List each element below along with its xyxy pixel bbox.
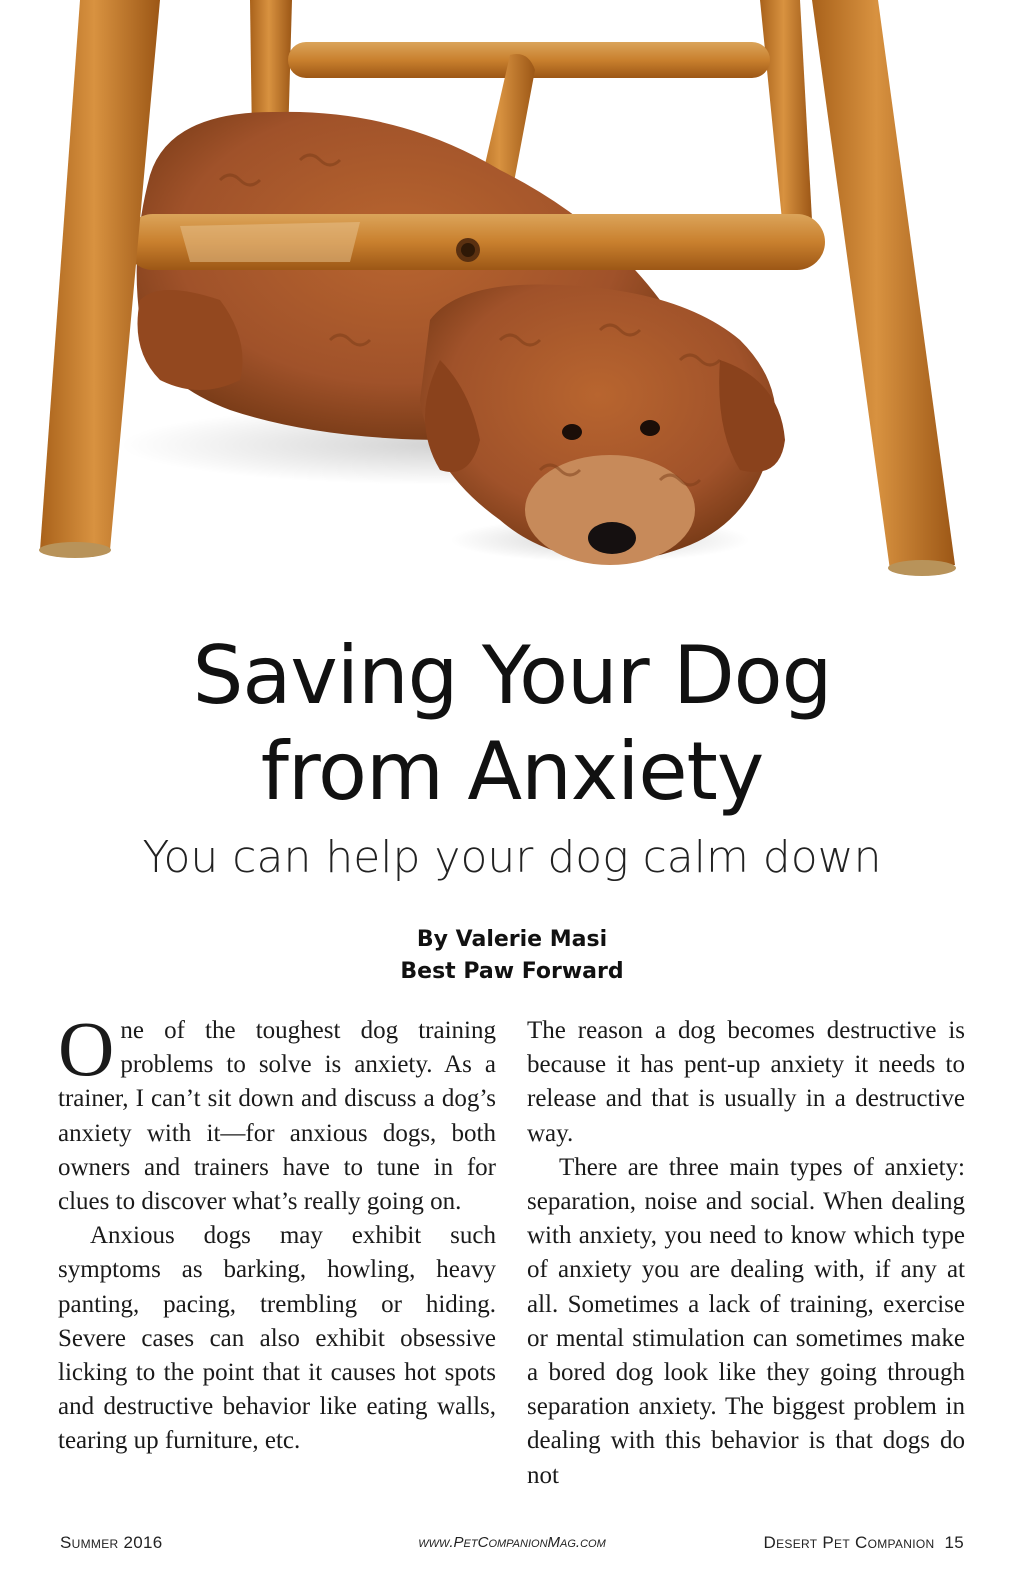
chair-front-rung [125, 214, 825, 270]
footer-issue: Summer 2016 [60, 1533, 163, 1552]
page-number: 15 [944, 1533, 964, 1552]
right-paragraph-1: The reason a dog becomes destructive is because it has pent-up anxiety it needs to release and that is usually in a destructive way. [527, 1017, 965, 1147]
byline [0, 924, 1024, 988]
byline-organization: Best Paw Forward [400, 959, 624, 984]
article-title-line-2: from Anxiety [260, 725, 764, 818]
right-column [527, 1014, 965, 1493]
dog [137, 112, 785, 565]
drop-cap: O [58, 1005, 115, 1092]
article-subtitle: You can help your dog calm down [142, 832, 882, 883]
footer-magazine [764, 1532, 964, 1554]
left-column [58, 1005, 496, 1459]
left-paragraph-1-text: ne of the toughest dog training problems to solve is anxiety. As a trainer, I can’t sit down and discuss a dog’s anxiety with it—for anxious dogs, both owners and trainers have to tune in for clues to discover what’s really going on. [58, 1017, 496, 1216]
dog-nose [588, 522, 636, 554]
right-paragraph-2: There are three main types of anxiety: separation, noise and social. When dealing with anxiety, you need to know which type of anxiety you are dealing with, if any at all. Sometimes a lack of training, exercise or mental stimulation can sometimes make a bored dog look like they going through separation anxiety. The biggest problem in dealing with this behavior is that dogs do not [527, 1153, 965, 1489]
byline-author: By Valerie Masi [416, 927, 608, 952]
article-title-line-1: Saving Your Dog [192, 629, 832, 722]
left-paragraph-2: Anxious dogs may exhibit such symptoms as barking, howling, heavy panting, pacing, trembling or hiding. Severe cases can also exhibit obsessive licking to the point that it causes hot spots and destructive behavior like eating walls, tearing up furniture, etc. [58, 1222, 496, 1455]
footer-website: www.PetCompanionMag.com [418, 1534, 606, 1551]
hero-photo-dog-under-chair [0, 0, 1024, 600]
article-title [0, 628, 1024, 820]
footer-magazine-name: Desert Pet Companion [763, 1533, 935, 1552]
left-paragraph-1 [58, 1005, 496, 1219]
